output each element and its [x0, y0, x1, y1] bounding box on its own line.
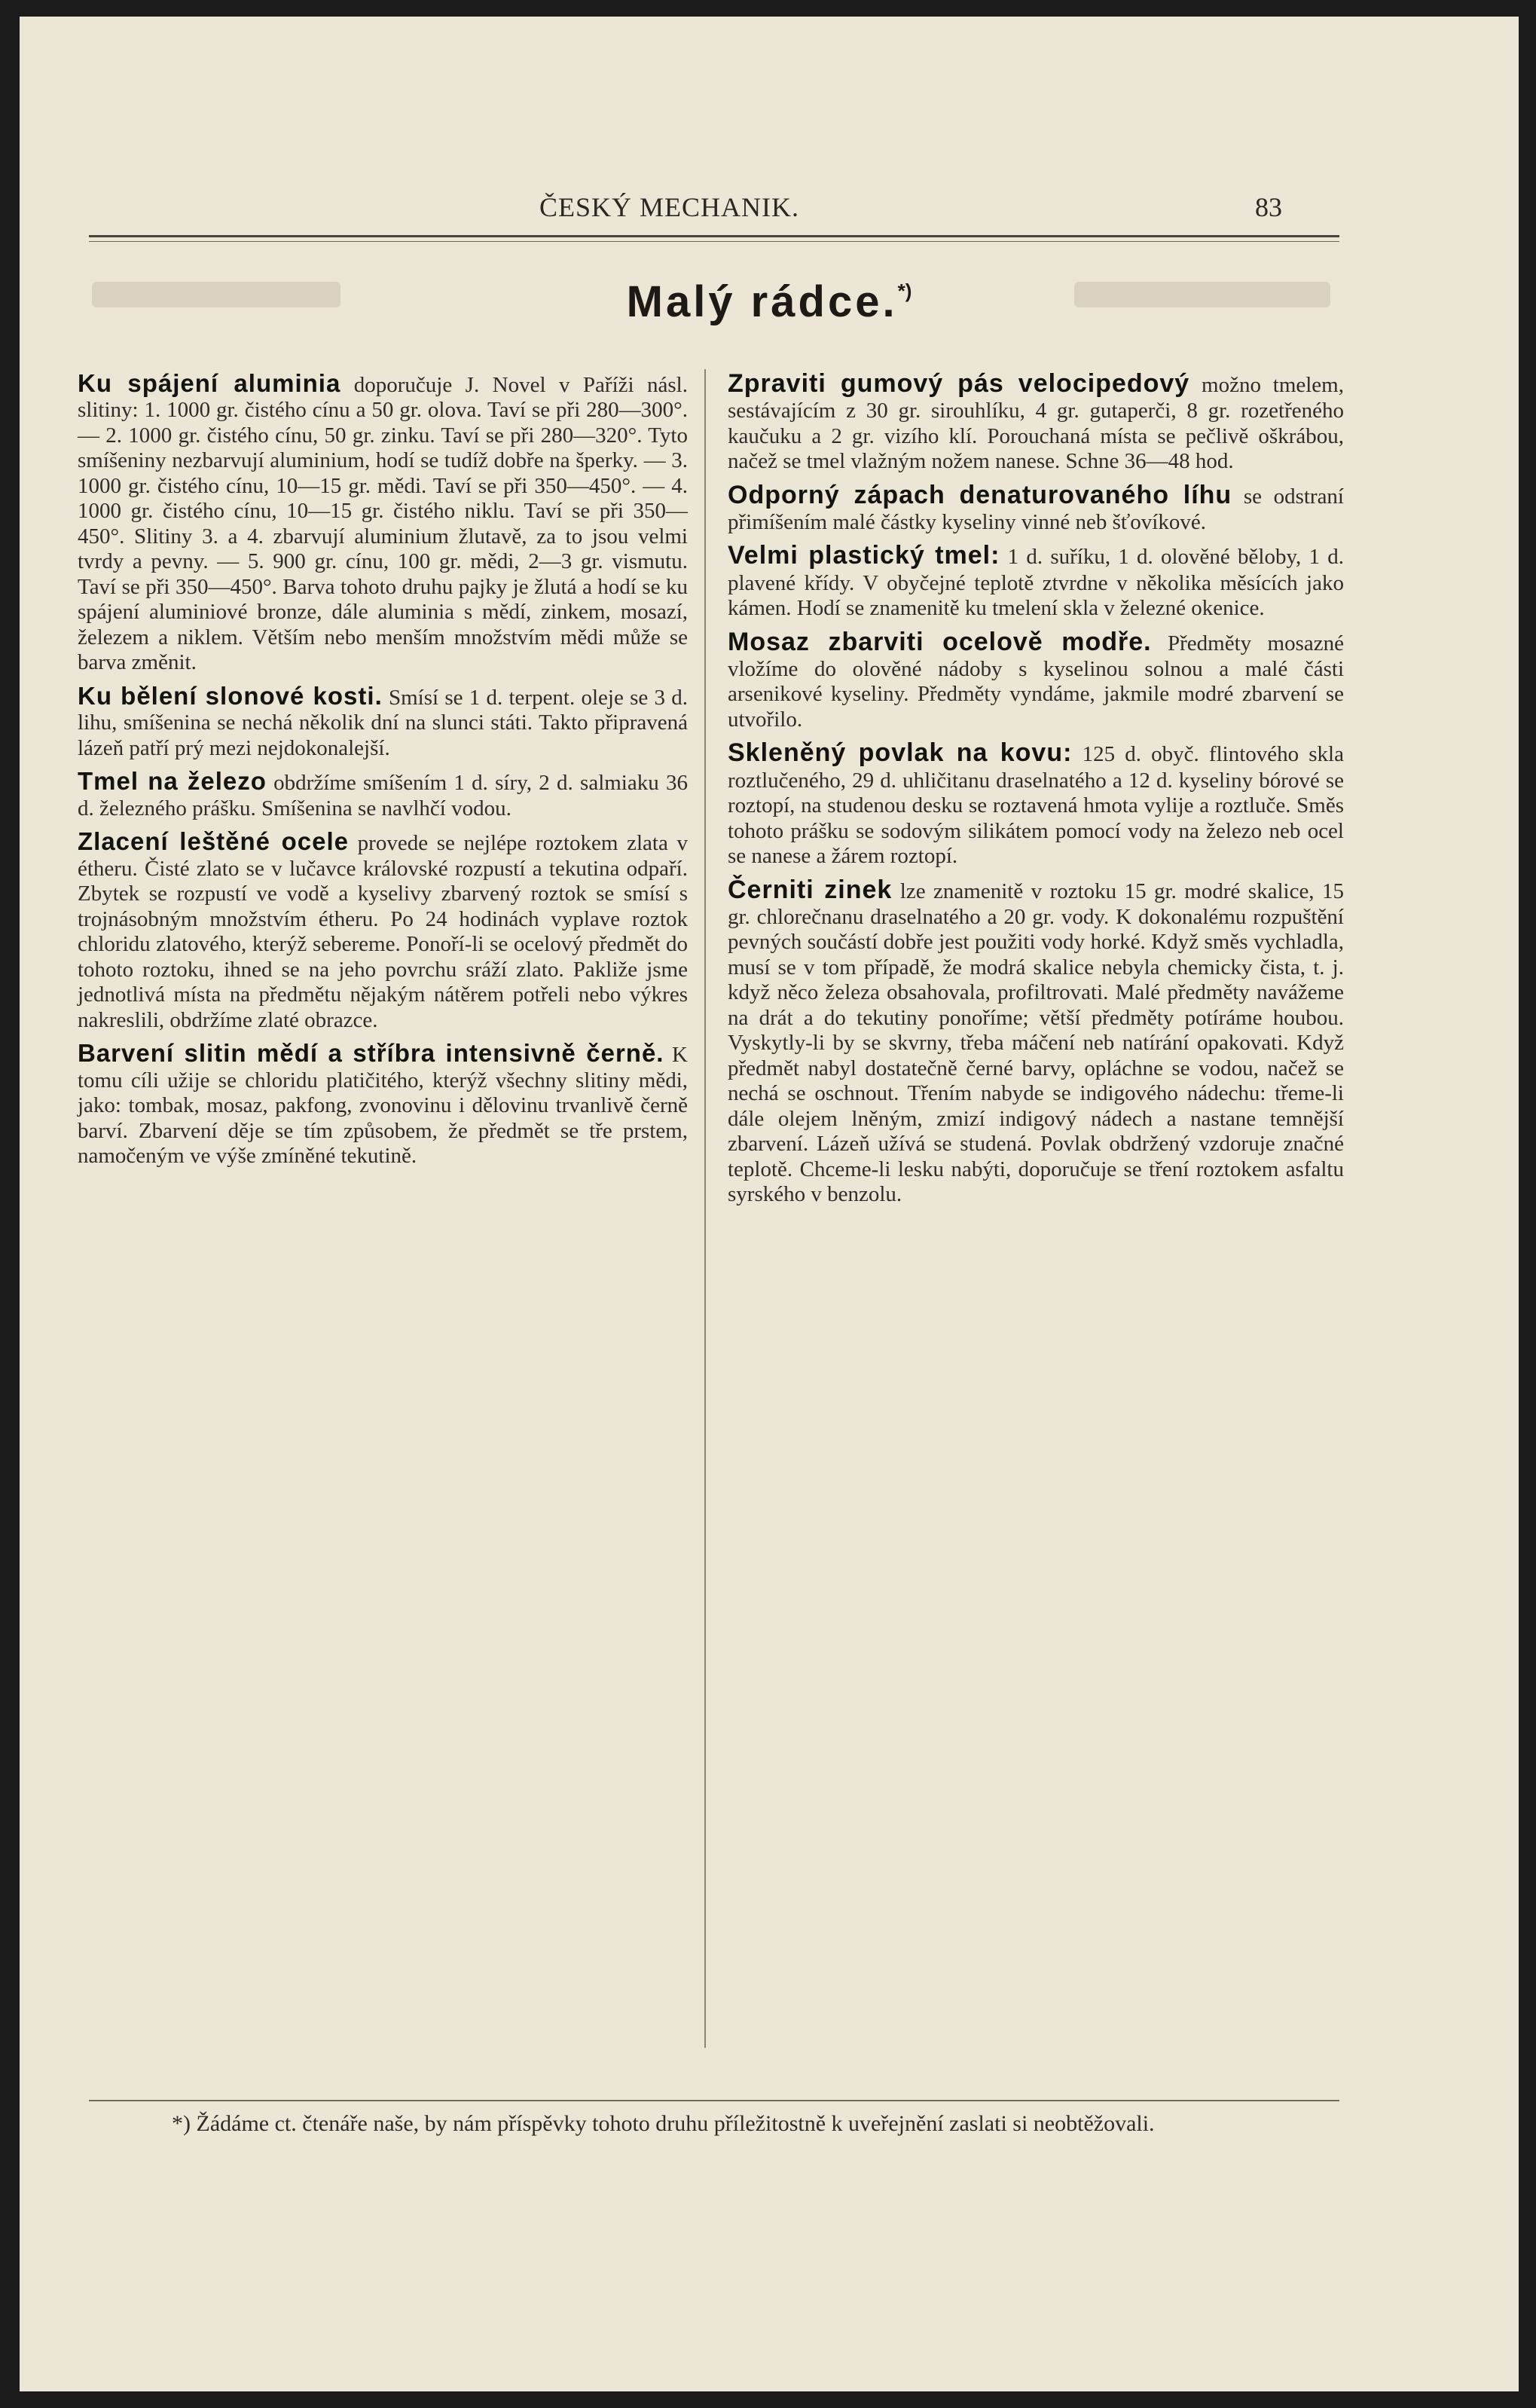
article-heading: Tmel na železo: [78, 767, 267, 796]
column-divider: [704, 369, 706, 2048]
article-text: Předměty mosazné vložíme do olověné nádoby s kyselinou solnou a malé části arsenikové kyseliny. Předměty vyndáme, jakmile modré zbarvení se utvořilo.: [728, 631, 1344, 732]
running-title: ČESKÝ MECHANIK.: [539, 192, 800, 222]
article-heading: Černiti zinek: [728, 875, 893, 904]
header-rule: [89, 235, 1339, 237]
right-column: [728, 369, 1344, 1214]
article-text: lze znamenitě v roztoku 15 gr. modré skalice, 15 gr. chlorečnanu draselnatého a 20 gr. vody. K dokonalému rozpuštění pevných součástí dobře jest použiti vody horké. Když směs vychladla, musí se v tom případě, že modrá skalice nebyla chemicky čista, t. j. když něco železa obsahovala, profiltrovati. Malé předměty navážeme na drát a do tekutiny ponoříme; větší předměty potíráme houbou. Vyskytly-li by se skvrny, třeba máčení neb natírání opakovati. Když předmět nabyl dostatečně černé barvy, opláchne se vodou, načež se nechá se oschnout. Třením nabyde se indigového nádechu: třeme-li dále olejem lněným, zmizí indigový nádech a nastane temnější zbarvení. Lázeň užívá se studená. Povlak obdržený vzdoruje značné teplotě. Chceme-li lesku nabýti, doporučuje se tření roztokem asfaltu syrského v benzolu.: [728, 879, 1344, 1207]
article-heading: Velmi plastický tmel:: [728, 541, 1000, 570]
article: [728, 875, 1344, 1208]
footnote-marker: *): [897, 280, 912, 302]
article-text: možno tmelem, sestávajícím z 30 gr. sirouhlíku, 4 gr. gutaperči, 8 gr. rozetřeného kaučuku a 2 gr. vizího klí. Porouchaná místa se pečlivě oškrábou, načež se tmel vlažným nožem nanese. Schne 36—48 hod.: [728, 373, 1344, 474]
article-heading: Ku bělení slonové kosti.: [78, 681, 383, 710]
article-heading: Zpraviti gumový pás velocipedový: [728, 369, 1190, 398]
article-heading: Mosaz zbarviti ocelově modře.: [728, 627, 1152, 656]
article: [728, 541, 1344, 621]
page-number: 83: [1255, 192, 1282, 222]
footnote: *) Žádáme ct. čtenáře naše, by nám příspěvky tohoto druhu příležitostně k uveřejnění zaslati si neobtěžovali.: [172, 2111, 1155, 2136]
article: [78, 767, 688, 821]
footnote-rule: [89, 2100, 1339, 2101]
article: [78, 827, 688, 1033]
article: [728, 481, 1344, 536]
article-heading: Skleněný povlak na kovu:: [728, 738, 1073, 768]
article-text: provede se nejlépe roztokem zlata v étheru. Čisté zlato se v lučavce královské rozpustí a tekutina odpaří. Zbytek se rozpustí ve vodě a kyselivy zbarvený roztok se smísí s trojnásobným množstvím étheru. Po 24 hodinách vyplave roztok chloridu zlatového, kterýž sebereme. Ponoří-li se ocelový předmět do tohoto roztoku, ihned se na jeho povrchu sráží zlato. Pakliže jsme jednotlivá místa na předmětu nějakým nátěrem potřeli nebo výkres nakreslili, obdržíme zlaté obrazce.: [78, 831, 689, 1032]
running-head: [20, 191, 1519, 222]
article: [728, 369, 1344, 475]
article: [78, 1039, 688, 1169]
header-rule-thin: [89, 241, 1339, 242]
article-text: K tomu cíli užije se chloridu platičitého, kterýž všechny slitiny mědi, jako: tombak, mosaz, pakfong, zvonovinu i dělovinu trvanlivě černě barví. Zbarvení děje se tím způsobem, že předmět se tře prstem, namočeným ve výše zmíněné tekutině.: [78, 1043, 688, 1169]
article-heading: Odporný zápach denaturovaného líhu: [728, 480, 1232, 509]
article-text: 1 d. suříku, 1 d. olověné běloby, 1 d. plavené křídy. V obyčejné teplotě ztvrdne v několika měsících jako kámen. Hodí se znamenitě ku tmelení skla v železné okenice.: [728, 545, 1344, 621]
article-text: doporučuje J. Novel v Paříži násl. slitiny: 1. 1000 gr. čistého cínu a 50 gr. olova. Taví se při 280—300°. — 2. 1000 gr. čistého cínu, 50 gr. zinku. Taví se při 280—320°. Tyto smíšeniny nezbarvují aluminium, hodí se tudíž dobře na šperky. — 3. 1000 gr. čistého cínu, 10—15 gr. mědi. Taví se při 350—450°. — 4. 1000 gr. čistého cínu, 10—15 gr. čistého niklu. Taví se při 350—450°. Slitiny 3. a 4. zbarvují aluminium žlutavě, za to jsou velmi tvrdy a pevny. — 5. 900 gr. cínu, 100 gr. mědi, 2—3 gr. vismutu. Taví se při 350—450°. Barva tohoto druhu pajky je žlutá a hodí se ku spájení aluminiové bronze, dále aluminia s mědí, zinkem, mosazí, železem a niklem. Větším nebo menším množstvím mědi může se barva změnit.: [78, 373, 688, 675]
article: [78, 369, 688, 676]
article: [728, 628, 1344, 733]
section-title: [20, 277, 1519, 327]
article-heading: Barvení slitin mědí a stříbra intensivně černě.: [78, 1039, 664, 1068]
page: [20, 17, 1519, 2391]
article-heading: Ku spájení aluminia: [78, 369, 341, 397]
article-text: obdržíme smíšením 1 d. síry, 2 d. salmiaku 36 d. železného prášku. Smíšenina se navlhčí vodou.: [78, 771, 688, 820]
left-column: [78, 369, 688, 1175]
section-title-text: Malý rádce.: [626, 277, 898, 326]
article: [728, 738, 1344, 869]
article-heading: Zlacení leštěné ocele: [78, 827, 349, 856]
article-text: Smísí se 1 d. terpent. oleje se 3 d. lihu, smíšenina se nechá několik dní na slunci státi. Takto připravená lázeň patří prý mezi nejdokonalejší.: [78, 685, 688, 760]
article-text: se odstraní přimíšením malé částky kyseliny vinné neb šťovíkové.: [728, 484, 1344, 534]
article: [78, 682, 688, 761]
article-text: 125 d. obyč. flintového skla roztlučeného, 29 d. uhličitanu draselnatého a 12 d. kyseliny bórové se roztopí, na studenou desku se roztavená hmota vylije a roztluče. Směs tohoto prášku se sodovým silikátem pomocí vody na železo neb ocel se nanese a žárem roztopí.: [728, 742, 1344, 869]
